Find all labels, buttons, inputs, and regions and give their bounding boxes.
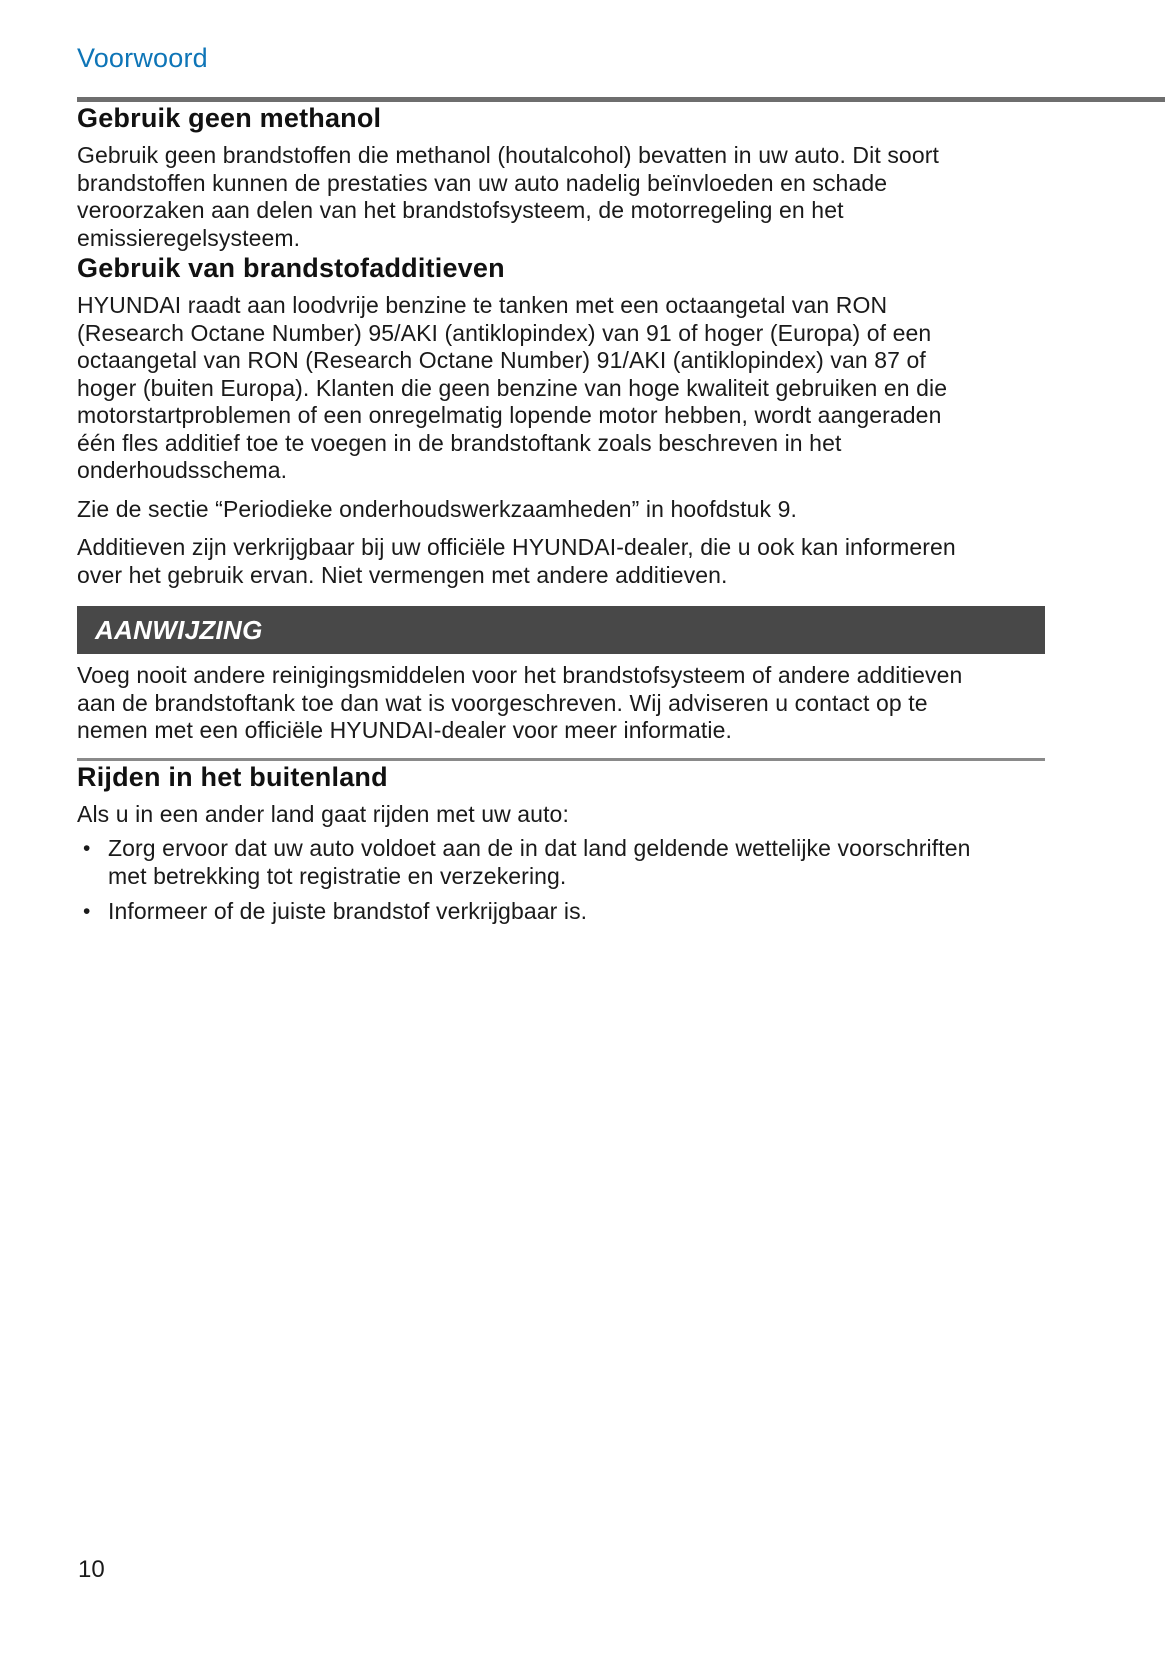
paragraph-additives-3: Additieven zijn verkrijgbaar bij uw officiële HYUNDAI-dealer, die u ook kan informeren over het gebruik ervan. Niet vermengen met andere additieven. (77, 534, 956, 588)
notice-banner-label: AANWIJZING (95, 614, 263, 645)
section-heading-methanol: Gebruik geen methanol (77, 103, 382, 133)
paragraph-additives-2: Zie de sectie “Periodieke onderhoudswerkzaamheden” in hoofdstuk 9. (77, 495, 798, 522)
notice-banner (77, 606, 1045, 654)
paragraph-additives-1: HYUNDAI raadt aan loodvrije benzine te tanken met een octaangetal van RON (Research Octane Number) 95/AKI (antiklopindex) van 91 of hoger (Europa) of een octaangetal van RON (Research Octane Number) 91/AKI (antiklopindex) van 87 of hoger (buiten Europa). Klanten die geen benzine van hoge kwaliteit gebruiken en die motorstartproblemen of een onregelmatig lopende motor hebben, wordt aangeraden één fles additief toe te voegen in de brandstoftank zoals beschreven in het onderhoudsschema. (77, 292, 948, 483)
page-header (77, 0, 1165, 74)
paragraph-abroad-intro: Als u in een ander land gaat rijden met uw auto: (77, 800, 569, 827)
bullet-icon: • (83, 837, 91, 860)
chapter-title: Voorwoord (77, 43, 208, 73)
paragraph-methanol: Gebruik geen brandstoffen die methanol (houtalcohol) bevatten in uw auto. Dit soort brandstoffen kunnen de prestaties van uw auto nadelig beïnvloeden en schade veroorzaken aan delen van het brandstofsysteem, de motorregeling en het emissieregelsysteem. (77, 142, 939, 251)
list-item (77, 898, 979, 926)
abroad-bullet-list (77, 835, 979, 926)
list-item (77, 835, 979, 890)
list-item-text: Informeer of de juiste brandstof verkrijgbaar is. (108, 898, 588, 924)
page-number: 10 (78, 1556, 105, 1583)
section-heading-abroad: Rijden in het buitenland (77, 761, 388, 792)
notice-paragraph: Voeg nooit andere reinigingsmiddelen voor het brandstofsysteem of andere additieven aan de brandstoftank toe dan wat is voorgeschreven. Wij adviseren u contact op te nemen met een officiële HYUNDAI-dealer voor meer informatie. (77, 662, 963, 743)
bullet-icon: • (83, 900, 91, 923)
list-item-text: Zorg ervoor dat uw auto voldoet aan de in dat land geldende wettelijke voorschriften met betrekking tot registratie en verzekering. (108, 835, 971, 889)
page-content (77, 102, 1045, 926)
section-heading-additives: Gebruik van brandstofadditieven (77, 253, 505, 283)
